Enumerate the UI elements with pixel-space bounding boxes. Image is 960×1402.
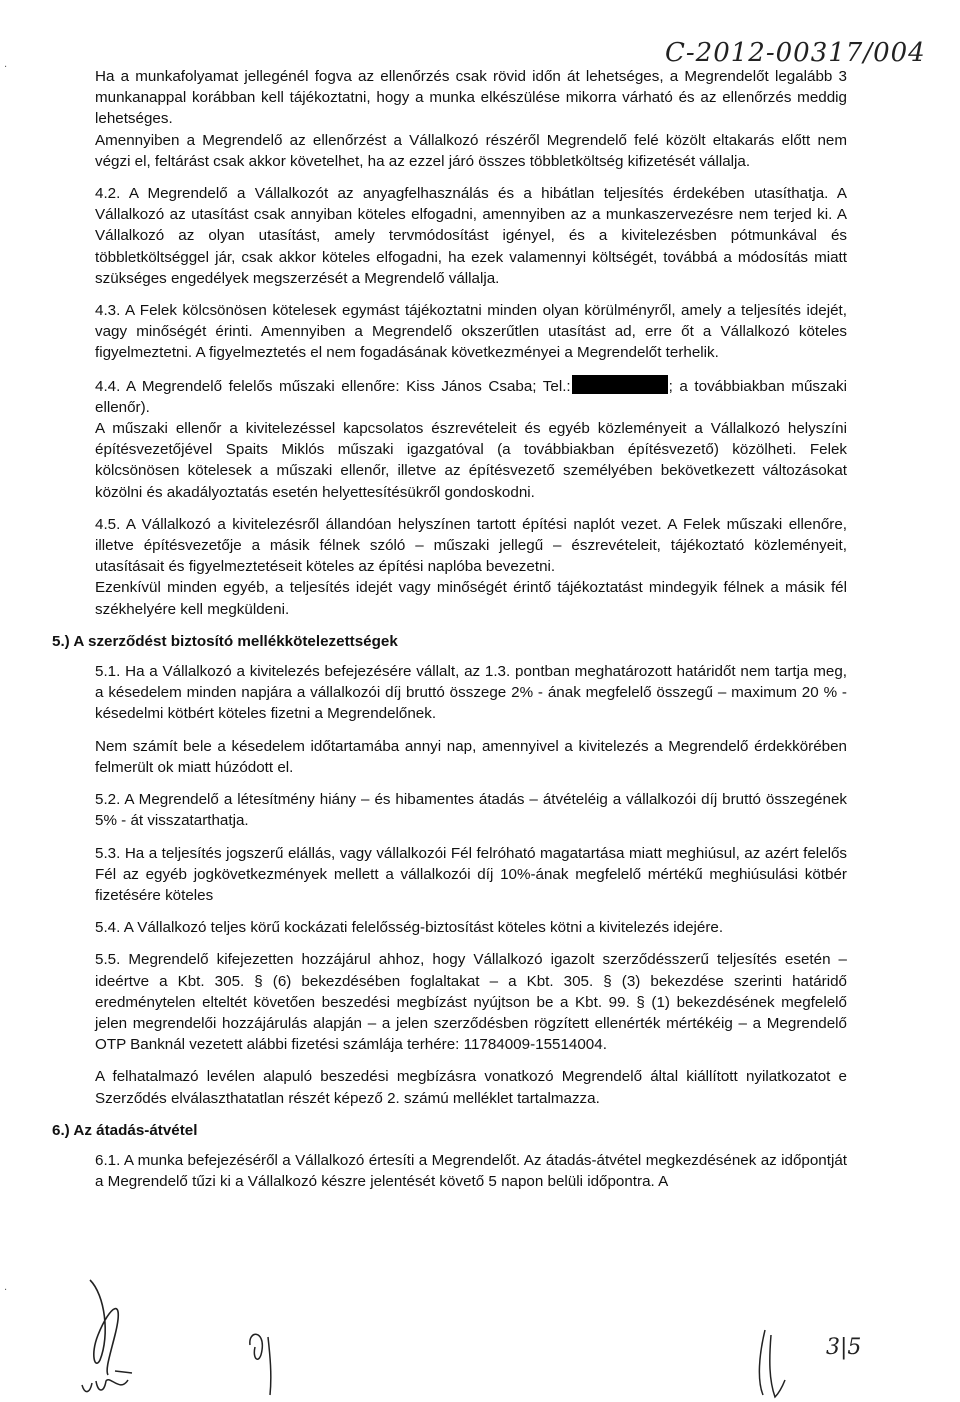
document-body bbox=[52, 66, 847, 1192]
signature-initials bbox=[240, 1325, 290, 1400]
paragraph: 5.1. Ha a Vállalkozó a kivitelezés befejezésére vállalt, az 1.3. pontban meghatározott határidőt nem tartja meg, a késedelem minden napjára a vállalkozói díj bruttó összege 2% - ának megfelelő összegű – maximum 20 % - késedelmi kötbért köteles fizetni a Megrendelőnek. bbox=[95, 663, 847, 723]
section-heading: 5.) A szerződést biztosító mellékkötelezettségek bbox=[52, 632, 398, 650]
paragraph: A felhatalmazó levélen alapuló beszedési megbízásra vonatkozó Megrendelő által kiállított nyilatkozatot e Szerződés elválaszthatatlan részét képező 2. számú melléklet tartalmazza. bbox=[95, 1068, 847, 1107]
signature-initials bbox=[745, 1325, 795, 1400]
paragraph-text: ; a továbbiakban műszaki ellenőr). bbox=[95, 377, 847, 416]
paragraph: 4.2. A Megrendelő a Vállalkozót az anyagfelhasználás és a hibátlan teljesítés érdekében utasíthatja. A Vállalkozó az utasítást csak annyiban köteles elfogadni, amennyiben az a munkaszervezésre nem terjed ki. A Vállalkozó az olyan utasítást, amely tervmódosítást igényel, és a kivitelezésben pótmunkával és többletköltséggel jár, csak akkor köteles elfogadni, ha ezek valamennyi költségét, továbbá a módosítás miatt szükséges engedélyek megszerzését a Megrendelő vállalja. bbox=[95, 185, 847, 287]
paragraph-4-4 bbox=[95, 375, 847, 418]
paragraph: 4.5. A Vállalkozó a kivitelezésről állandóan helyszínen tartott építési naplót vezet. A Felek műszaki ellenőre, illetve építésvezetője a másik félnek szóló – műszaki jellegű – észrevételeit, tájékoztató közleményeit, utasításait és figyelmeztetéseit köteles az építési naplóba bevezetni. bbox=[95, 515, 847, 576]
signature-initials bbox=[70, 1275, 160, 1400]
paragraph: 5.3. Ha a teljesítés jogszerű elállás, vagy vállalkozói Fél felróható magatartása miatt meghiúsul, az azért felelős Fél az egyéb jogkövetkezmények mellett a vállalkozói díj 10%-ának megfelelő mértékű meghiúsulási kötbér fizetésére köteles bbox=[95, 844, 847, 904]
paragraph: 4.3. A Felek kölcsönösen kötelesek egymást tájékoztatni minden olyan körülményről, amely a teljesítés idejét, vagy minőségét érinti. Amennyiben a Megrendelő okszerűtlen utasítást ad, erre őt a Vállalkozó köteles figyelmeztetni. A figyelmeztetés el nem fogadásának következményei a Megrendelőt terhelik. bbox=[95, 302, 847, 362]
section-heading: 6.) Az átadás-átvétel bbox=[52, 1121, 198, 1139]
paragraph: 5.2. A Megrendelő a létesítmény hiány – és hibamentes átadás – átvételéig a vállalkozói díj bruttó összegének 5% - át visszatarthatja. bbox=[95, 791, 847, 830]
paragraph: 5.4. A Vállalkozó teljes körű kockázati felelősség-biztosítást köteles kötni a kivitelezés idejére. bbox=[95, 919, 724, 937]
paragraph: Amennyiben a Megrendelő az ellenőrzést a Vállalkozó részéről Megrendelő felé közölt eltakarás előtt nem végzi el, feltárást csak akkor követelhet, ha az ezzel járó összes többletköltség kifizetését vállalja. bbox=[95, 131, 847, 170]
paragraph: 5.5. Megrendelő kifejezetten hozzájárul ahhoz, hogy Vállalkozó igazolt szerződésszerű teljesítés esetén – ideértve a Kbt. 305. § (6) bekezdésében foglaltakat – a Kbt. 305. § (3) bekezdése szerinti határidő eredménytelen elteltét követően beszedési megbízást nyújtson be a Kbt. 99. § (1) bekezdésének megfelelő jelen megrendelői hozzájárulás alapján – a jelen szerződésben rögzített ellenérték mértékéig – a Megrendelő OTP Banknál vezetett alábbi fizetési számlája terhére: 11784009-15514004. bbox=[95, 951, 847, 1054]
paragraph: 6.1. A munka befejezéséről a Vállalkozó értesíti a Megrendelőt. Az átadás-átvétel megkezdésének az időpontját a Megrendelő tűzi ki a Vállalkozó készre jelentését követő 5 napon belüli időpontra. A bbox=[95, 1151, 847, 1191]
paragraph: A műszaki ellenőr a kivitelezéssel kapcsolatos észrevételeit és egyéb közleményeit a Vállalkozó helyszíni építésvezetőjével Spaits Miklós műszaki igazgatóval (a továbbiakban építésvezető) közölheti. Felek kölcsönösen kötelesek a műszaki ellenőr, illetve az építésvezető személyében bekövetkezett változásokat közölni és akadályoztatás esetén helyettesítésükről gondoskodni. bbox=[95, 420, 847, 501]
paragraph-text: 4.4. A Megrendelő felelős műszaki ellenőre: Kiss János Csaba; Tel.: bbox=[95, 377, 571, 395]
margin-mark: · bbox=[4, 1285, 8, 1296]
paragraph: Ezenkívül minden egyéb, a teljesítés idejét vagy minőségét érintő tájékoztatást mindegyik félnek a másik fél székhelyére kell megküldeni. bbox=[95, 579, 847, 618]
page-number: 3|5 bbox=[826, 1335, 862, 1360]
margin-mark: · bbox=[4, 62, 8, 73]
paragraph: Nem számít bele a késedelem időtartamába annyi nap, amennyivel a kivitelezés a Megrendelő érdekkörében felmerült ok miatt húzódott el. bbox=[95, 737, 847, 776]
file-number-stamp: C-2012-00317/004 bbox=[665, 38, 926, 68]
paragraph: Ha a munkafolyamat jellegénél fogva az ellenőrzés csak rövid időn át lehetséges, a Megrendelőt legalább 3 munkanappal korábban kell tájékoztatni, hogy a munka elkészülése mikorra várható és az ellenőrzés meddig lehetséges. bbox=[95, 68, 847, 128]
redaction-bar bbox=[572, 375, 668, 394]
